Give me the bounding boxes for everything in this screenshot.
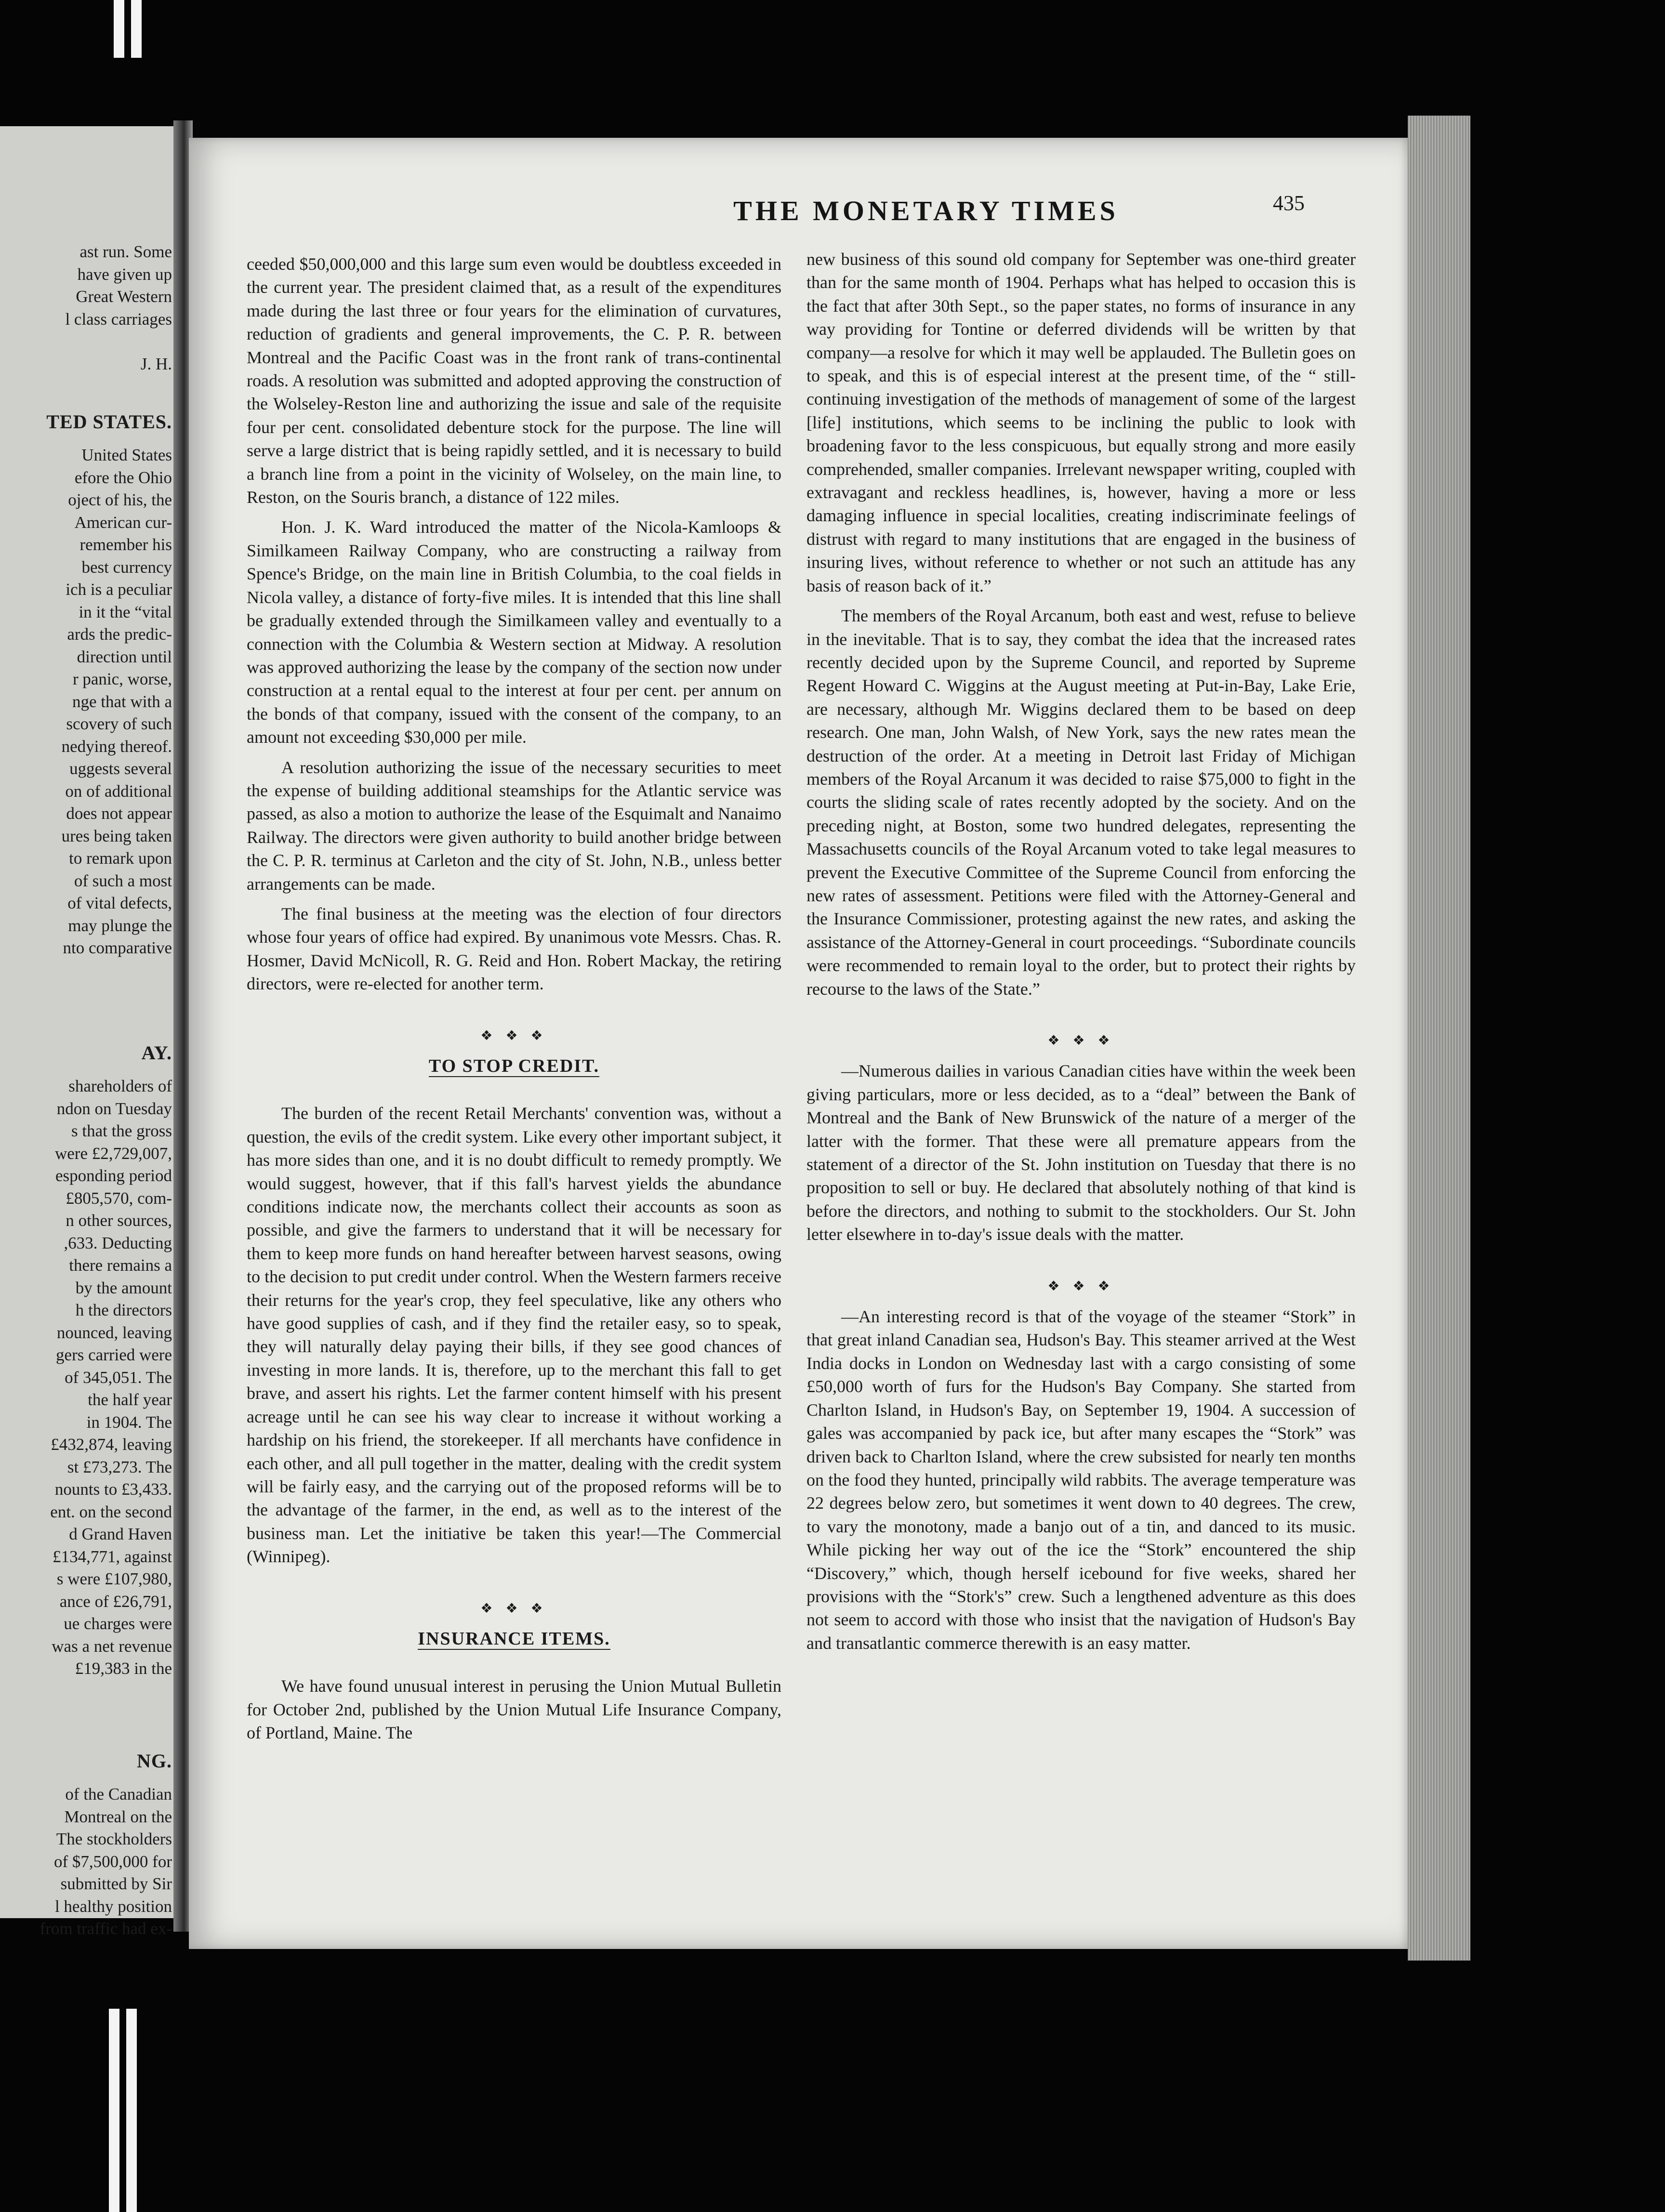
left-page-line: nounced, leaving [56,1323,172,1342]
journal-title: THE MONETARY TIMES [733,195,1119,226]
left-page-line: of the Canadian [65,1785,172,1804]
left-page-line: J. H. [140,354,172,373]
paragraph-directors-election: The final business at the meeting was the election of four directors whose four years of office had expired. By unanimous vote Messrs. Chas. R. Hosmer, David McNicoll, R. G. Reid and Hon. Robert Mackay, the retiring directors, were re-elected for another term. [247,904,781,994]
left-page-line: ards the predic- [67,625,172,644]
left-page-line: £19,383 in the [75,1659,172,1678]
left-page-line: ,633. Deducting [64,1233,172,1252]
column-right [806,248,1356,1655]
left-page-line: from traffic had ex- [40,1919,172,1938]
left-page-line: American cur- [74,513,172,532]
left-page-heading-ay: AY. [141,1042,172,1064]
left-page-line: in it the “vital [79,602,172,621]
left-page-line: oject of his, the [68,490,172,509]
left-page-line: h the directors [75,1301,172,1319]
paragraph-union-mutual: We have found unusual interest in perusing the Union Mutual Bulletin for October 2nd, published by the Union Mutual Life Insurance Company, of Portland, Maine. The [247,1676,781,1743]
left-page-line: by the amount [75,1278,172,1297]
heading-insurance-items [247,1627,781,1650]
column-left [247,252,781,1745]
paragraph-cpr-results: ceeded $50,000,000 and this large sum even would be doubtless exceeded in the current year. The president claimed that, as a result of the expenditures made during the last three or four years for the elimination of curvatures, reduction of gradients and general improvements, the C. P. R. between Montreal and the Pacific Coast was in the front rank of trans-continental roads. A resolution was submitted and adopted approving the construction of the Wolseley-Reston line and authorizing the issue and sale of the requisite four per cent. consolidated debenture stock for the purpose. The line will serve a large district that is being rapidly settled, and it is necessary to build a branch line from a point in the vicinity of Wolseley, on the main line, to Reston, on the Souris branch, a distance of 122 miles. [247,254,781,507]
paragraph-credit-system: The burden of the recent Retail Merchants' convention was, without a question, the evils of the credit system. Like every other important subject, it has more sides than one, and it is no doubt difficult to remedy promptly. We would suggest, however, that if this fall's harvest yields the abundance conditions indicate now, the merchants collect their accounts as soon as possible, and give the farmers to understand that it will be necessary for them to keep more funds on hand hereafter between harvest seasons, owing to the decision to put credit under control. When the Western farmers receive their returns for the year's crop, they feel speculative, like any others who have good supplies of cash, and if they find the retailer easy, so to speak, they will naturally delay paying their bills, if they see good chances of investing in more lands. It is, therefore, up to the merchant this fall to get brave, and assert his rights. Let the farmer content himself with his present acreage until he can see his way clear to increase it without working a hardship on his friend, the storekeeper. If all merchants have confidence in each other, and all pull together in the matter, dealing with the credit system will be fairly easy, and the carrying out of the proposed reforms will be to the advantage of the farmer, in the end, as well as to the interest of the business man. Let the initiative be taken this year!—The Commercial (Winnipeg). [247,1104,781,1567]
left-page-line: ue charges were [64,1614,172,1633]
binding-strip-bottom-left [109,2009,119,2212]
left-page-line: were £2,729,007, [54,1144,172,1163]
left-page-line: ich is a peculiar [66,580,172,599]
left-page-line: gers carried were [56,1345,172,1364]
left-page-line: in 1904. The [86,1412,172,1432]
left-page-line: of vital defects, [67,894,172,912]
left-page-line: Montreal on the [64,1807,172,1826]
left-page-line: on of additional [65,781,172,801]
left-page-line: nge that with a [72,692,172,711]
left-page-line: does not appear [66,804,172,823]
page-stack-edges [1408,116,1470,1961]
left-page-line: of such a most [74,871,172,890]
left-page-line: l healthy position [54,1896,172,1916]
left-page-line: s that the gross [71,1121,172,1140]
page-number: 435 [1273,191,1305,215]
left-page-line: £805,570, com- [66,1188,172,1208]
binding-strip-top-left [114,0,124,58]
left-page-line: scovery of such [66,714,172,733]
left-facing-page [0,126,181,1938]
binding-strip-bottom-right [126,2009,137,2212]
left-page-line: efore the Ohio [74,468,172,487]
left-page-line: there remains a [69,1256,172,1275]
left-page-line: r panic, worse, [72,670,172,688]
left-page-line: esponding period [55,1166,172,1185]
left-page-line: was a net revenue [52,1636,172,1656]
left-page-heading-ng: NG. [137,1750,172,1772]
left-page-line: of 345,051. The [65,1368,172,1387]
section-ornament: ❖ ❖ ❖ [480,1601,548,1616]
left-page-line: l class carriages [65,309,172,329]
left-page-line: of $7,500,000 for [54,1852,172,1871]
left-page-line: £134,771, against [53,1547,172,1566]
left-page-line: shareholders of [68,1077,172,1095]
left-page-line: ures being taken [61,826,172,845]
main-page [189,138,1408,1949]
left-page-line: the half year [88,1390,172,1409]
left-page-line: nto comparative [63,938,172,957]
left-page-line: s were £107,980, [56,1569,172,1588]
heading-text: INSURANCE ITEMS. [418,1628,610,1649]
left-page-line: submitted by Sir [60,1874,172,1893]
paragraph-nicola-railway: Hon. J. K. Ward introduced the matter of the Nicola-Kamloops & Similkameen Railway Company, who are constructing a railway from Spence's Bridge, on the main line in British Columbia, to the coal fields in Nicola valley, a distance of forty-five miles. It is intended that this line shall be gradually extended through the Similkameen valley and eventually to a connection with the Columbia & Western section at Midway. A resolution was approved authorizing the lease by the company of the section now under construction at a rental equal to the interest at four per cent. per annum on the bonds of that company, issued with the consent of the company, to an amount not exceeding $30,000 per mile. [247,517,781,747]
left-page-line: nounts to £3,433. [54,1480,172,1499]
heading-to-stop-credit [247,1054,781,1078]
left-page-heading-states: TED STATES. [46,411,172,433]
left-page-line: The stockholders [56,1830,172,1848]
left-page-line: ast run. Some [79,242,172,261]
left-page-line: £432,874, leaving [51,1435,172,1454]
left-page-line: uggests several [69,759,172,778]
paragraph-royal-arcanum: The members of the Royal Arcanum, both east and west, refuse to believe in the inevitable. That is to say, they combat the idea that the increased rates recently decided upon by the Supreme Council, and reported by Supreme Regent Howard C. Wiggins at the August meeting at Put-in-Bay, Lake Erie, are necessary, although Mr. Wiggins declared them to be based on deep research. One man, John Walsh, of New York, says the new rates mean the destruction of the order. At a meeting in Detroit last Friday of Michigan members of the Royal Arcanum it was decided to raise $75,000 to fight in the courts the sliding scale of rates recently adopted by the society. And on the preceding night, at Boston, some two hundred delegates, representing the Massachusetts councils of the Royal Arcanum voted to take legal measures to prevent the Executive Committee of the Supreme Council from enforcing the new rates of assessment. Petitions were filed with the Attorney-General and the Insurance Commissioner, protesting against the new rates, and asking the assistance of the Attorney-General in court proceedings. “Subordinate councils were recommended to remain loyal to the order, but to protect their rights by recourse to the laws of the State.” [806,606,1356,999]
section-ornament: ❖ ❖ ❖ [1047,1033,1115,1048]
left-page-line: ndon on Tuesday [56,1099,172,1118]
paragraph-steamer-stork: —An interesting record is that of the voyage of the steamer “Stork” in that great inland Canadian sea, Hudson's Bay. This steamer arrived at the West India docks in London on Wednesday last with a cargo consisting of some £50,000 worth of furs for the Hudson's Bay Company. She started from Charlton Island, in Hudson's Bay, on September 19, 1904. A succession of gales was accompanied by pack ice, but after many escapes the “Stork” was driven back to Charlton Island, where the crew subsisted for nearly ten months on the food they hunted, principally wild rabbits. The average temperature was 22 degrees below zero, but sometimes it went down to 40 degrees. The crew, to vary the monotony, made a banjo out of a tin, and danced to its music. While picking her way out of the ice the “Stork” encountered the ship “Discovery,” which, though herself icebound for five weeks, shared her provisions with the “Stork's” crew. Such a lengthened adventure as this does not seem to accord with those who insist that the navigation of Hudson's Bay and transatlantic commerce therewith is an easy matter. [806,1307,1356,1653]
left-page-line: st £73,273. The [67,1457,172,1476]
paragraph-bank-merger: —Numerous dailies in various Canadian cities have within the week been giving particulars, more or less decided, as to a “deal” between the Bank of Montreal and the Bank of New Brunswick of the nature of a merger of the latter with the former. That these were all premature appears from the statement of a director of the St. John institution on Tuesday that there is no proposition to sell or buy. He declared that absolutely nothing of that kind is before the directors, and nothing to submit to the stockholders. Our St. John letter elsewhere in to-day's issue deals with the matter. [806,1061,1356,1244]
left-page-line: Great Western [76,287,172,306]
left-page-line: direction until [77,647,172,666]
left-page-line: remember his [79,535,172,554]
paragraph-bulletin: new business of this sound old company for September was one-third greater than for the same month of 1904. Perhaps what has helped to occasion this is the fact that after 30th Sept., so the paper states, no forms of insurance in any way providing for Tontine or deferred dividends will be written by that company—a resolve for which it may well be applauded. The Bulletin goes on to speak, and this is of especial interest at the present time, of the “ still-continuing investigation of the methods of management of some of the largest [life] institutions, which seems to be inclining the public to look with broadening favor to the less conspicuous, but equally strong and more easily comprehended, smaller companies. Irrelevant newspaper writing, coupled with extravagant and reckless headlines, is, however, having a more or less damaging influence in special localities, creating indiscriminate feelings of distrust with regard to many institutions that are engaged in the business of insuring lives, without reference to whether or not such an attitude has any basis of reason back of it.” [806,250,1356,595]
left-page-line: nedying thereof. [61,737,172,756]
left-page-line: d Grand Haven [69,1525,172,1543]
left-page-line: to remark upon [69,849,172,868]
section-ornament: ❖ ❖ ❖ [1047,1278,1115,1294]
left-page-line: ance of £26,791, [59,1592,172,1611]
left-page-line: best currency [81,557,172,577]
left-page-line: United States [81,446,172,464]
left-page-line: have given up [77,264,172,284]
left-page-line: ent. on the second [50,1502,172,1521]
left-page-line: may plunge the [68,916,172,935]
section-ornament: ❖ ❖ ❖ [480,1028,548,1043]
paragraph-steamships: A resolution authorizing the issue of the necessary securities to meet the expense of building additional steamships for the Atlantic service was passed, as also a motion to authorize the lease of the Esquimalt and Nanaimo Railway. The directors were given authority to build another bridge between the C. P. R. terminus at Carleton and the city of St. John, N.B., unless better arrangements can be made. [247,757,781,894]
binding-strip-top-right [131,0,142,58]
left-page-line: n other sources, [66,1211,172,1230]
heading-text: TO STOP CREDIT. [428,1056,600,1076]
